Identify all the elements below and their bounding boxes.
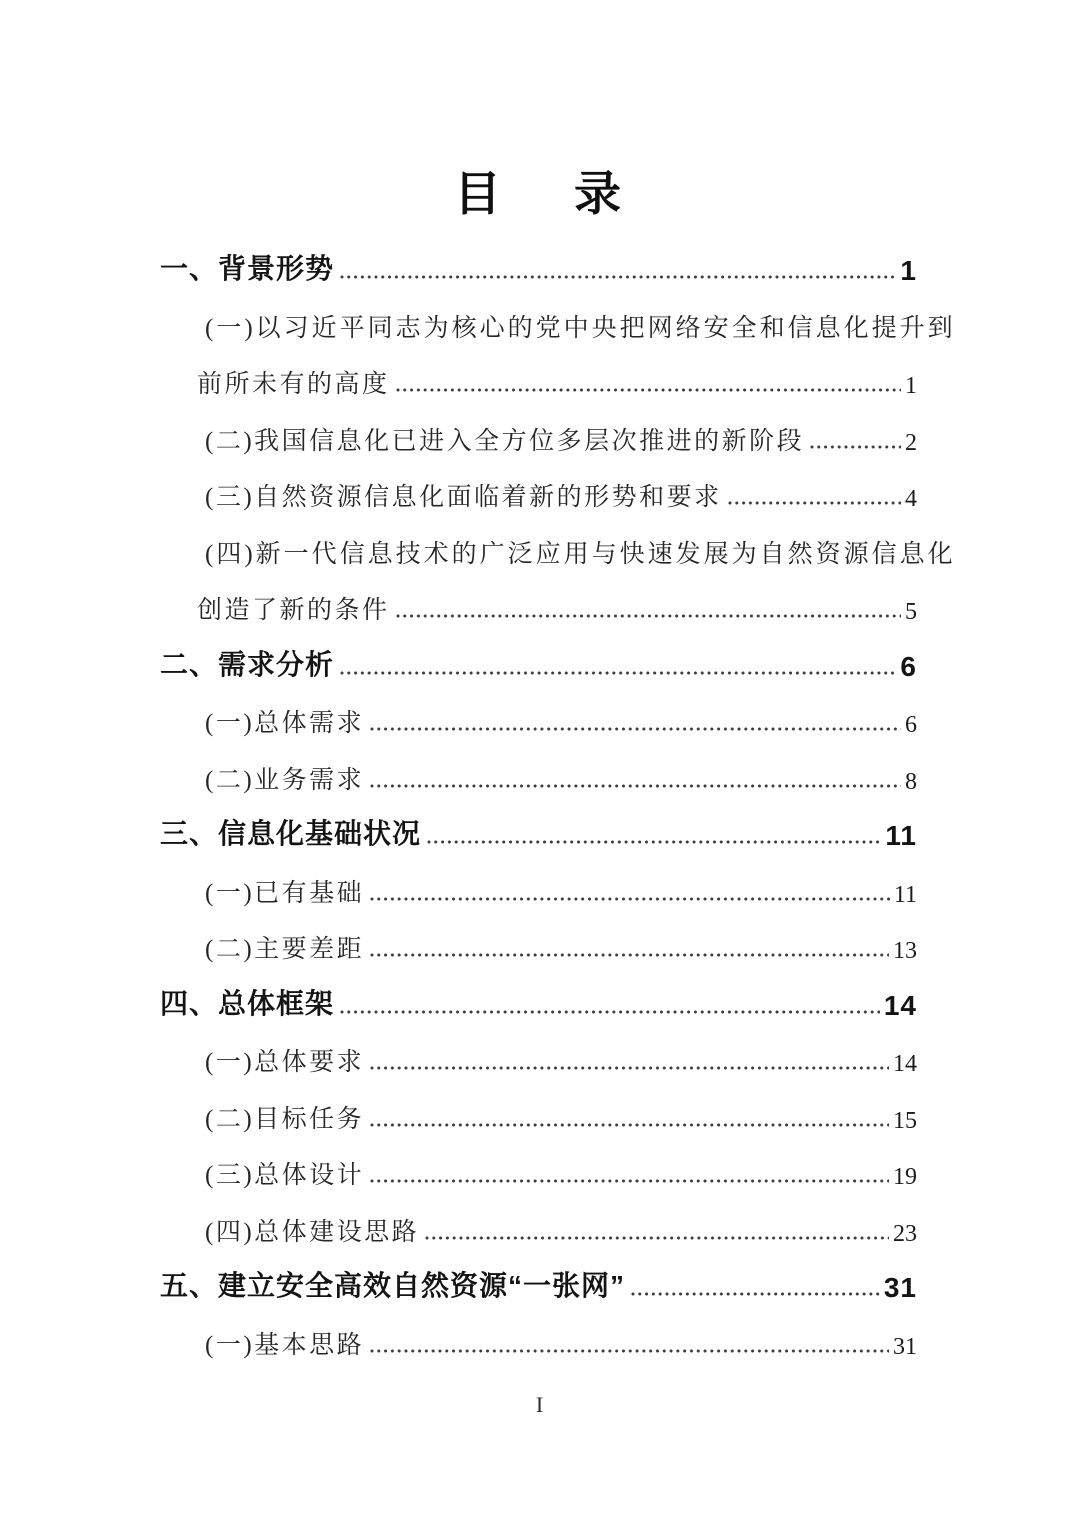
- toc-entry: [160, 914, 917, 971]
- toc-entry-page: 23: [893, 1220, 917, 1247]
- toc-entry-page: 11: [893, 881, 917, 908]
- toc-entry-text: 二、需求分析: [160, 648, 335, 680]
- toc-entry: [160, 1309, 917, 1366]
- toc-entry-text: (二)业务需求: [205, 766, 365, 794]
- toc-entry: [160, 970, 917, 1027]
- page-number-footer: I: [535, 1392, 545, 1417]
- toc-entry-page: 19: [893, 1164, 917, 1191]
- dot-leader: [340, 671, 896, 675]
- toc-entry: [160, 857, 917, 914]
- toc-entry-text: (四)新一代信息技术的广泛应用与快速发展为自然资源信息化: [205, 540, 956, 568]
- toc-entry: [160, 1083, 917, 1140]
- toc-entry-page: 31: [883, 1272, 917, 1304]
- dot-leader: [370, 1123, 889, 1127]
- toc-entry-text: (一)总体要求: [205, 1049, 365, 1077]
- toc-entry-text: (二)主要差距: [205, 936, 365, 964]
- toc-entry-text: (四)总体建设思路: [205, 1218, 420, 1246]
- toc-entry-page: 1: [905, 373, 917, 400]
- toc-entry-page: 14: [893, 1051, 917, 1078]
- toc-entry-page: 15: [893, 1107, 917, 1134]
- toc-entry: [160, 292, 956, 349]
- toc-entry: [160, 1253, 917, 1310]
- dot-leader: [340, 1010, 880, 1014]
- toc-entry-continuation: [160, 575, 917, 632]
- dot-leader: [370, 784, 901, 788]
- toc-entry-text: (二)目标任务: [205, 1105, 365, 1133]
- toc-entry: [160, 631, 917, 688]
- toc-entry: [160, 518, 956, 575]
- toc-entry-text: (一)总体需求: [205, 710, 365, 738]
- toc-entry-page: 1: [900, 255, 917, 287]
- toc-entry: [160, 1196, 917, 1253]
- toc-entry-text: (一)基本思路: [205, 1331, 365, 1359]
- toc-entry: [160, 462, 917, 519]
- toc-entry-page: 6: [905, 712, 917, 739]
- dot-leader: [370, 1349, 889, 1353]
- toc-entry-page: 11: [885, 820, 917, 852]
- page-title: 目 录: [453, 167, 624, 220]
- toc-entry: [160, 744, 917, 801]
- toc-entry: [160, 236, 917, 293]
- toc-entry-page: 2: [905, 429, 917, 456]
- toc-entry-text: (三)总体设计: [205, 1162, 365, 1190]
- toc-entry-page: 8: [905, 768, 917, 795]
- dot-leader: [810, 445, 901, 449]
- toc-entry: [160, 1140, 917, 1197]
- dot-leader: [370, 1066, 889, 1070]
- toc-entry-text: 三、信息化基础状况: [160, 818, 422, 850]
- dot-leader: [340, 275, 896, 279]
- toc-entry-text: (二)我国信息化已进入全方位多层次推进的新阶段: [205, 427, 805, 455]
- toc-entry-page: 31: [893, 1333, 917, 1360]
- toc-entry-text: 五、建立安全高效自然资源“一张网”: [160, 1270, 626, 1302]
- toc-entry-page: 6: [900, 650, 917, 682]
- toc-entry-page: 4: [905, 486, 917, 513]
- dot-leader: [728, 501, 901, 505]
- toc-entry: [160, 1027, 917, 1084]
- toc-entry-text: 一、背景形势: [160, 253, 335, 285]
- dot-leader: [370, 953, 889, 957]
- toc-entry: [160, 405, 917, 462]
- toc-entry-page: 14: [883, 989, 917, 1021]
- toc-entry-continuation: [160, 349, 917, 406]
- dot-leader: [427, 840, 881, 844]
- toc-entry-text: (一)以习近平同志为核心的党中央把网络安全和信息化提升到: [205, 314, 956, 342]
- dot-leader: [396, 388, 901, 392]
- toc-list: [160, 236, 956, 1366]
- toc-entry-text: 创造了新的条件: [197, 597, 390, 625]
- dot-leader: [425, 1236, 889, 1240]
- toc-entry-text: 前所未有的高度: [197, 371, 390, 399]
- toc-entry-text: (三)自然资源信息化面临着新的形势和要求: [205, 484, 722, 512]
- dot-leader: [370, 897, 890, 901]
- toc-entry: [160, 688, 917, 745]
- toc-entry-text: (一)已有基础: [205, 879, 365, 907]
- toc-entry-text: 四、总体框架: [160, 987, 335, 1019]
- dot-leader: [370, 727, 901, 731]
- dot-leader: [396, 614, 901, 618]
- toc-entry-page: 5: [905, 599, 917, 626]
- toc-entry-page: 13: [893, 938, 917, 965]
- dot-leader: [631, 1292, 880, 1296]
- dot-leader: [370, 1179, 889, 1183]
- toc-entry: [160, 801, 917, 858]
